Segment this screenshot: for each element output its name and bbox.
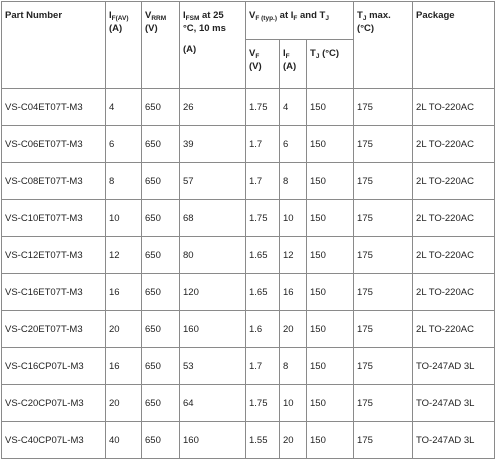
table-row bbox=[2, 422, 495, 459]
cell-vrrm: 650 bbox=[142, 237, 180, 274]
cell-if: 20 bbox=[280, 422, 307, 459]
cell-ifsm: 160 bbox=[180, 422, 246, 459]
cell-part-number: VS-C04ET07T-M3 bbox=[2, 89, 106, 126]
cell-tj: 150 bbox=[307, 274, 354, 311]
cell-if-av: 10 bbox=[106, 200, 142, 237]
cell-if: 10 bbox=[280, 385, 307, 422]
cell-tj: 150 bbox=[307, 200, 354, 237]
cell-vrrm: 650 bbox=[142, 348, 180, 385]
cell-tj: 150 bbox=[307, 163, 354, 200]
table-row bbox=[2, 385, 495, 422]
cell-if-av: 40 bbox=[106, 422, 142, 459]
cell-ifsm: 26 bbox=[180, 89, 246, 126]
cell-package: 2L TO-220AC bbox=[413, 126, 495, 163]
header-tj: $T_J$ (°C) bbox=[307, 40, 354, 89]
cell-package: 2L TO-220AC bbox=[413, 237, 495, 274]
header-part-number: Part Number bbox=[2, 2, 106, 89]
cell-tj-max: 175 bbox=[354, 163, 413, 200]
header-if-av: $I_{F(AV)}$ (A) bbox=[106, 2, 142, 89]
cell-part-number: VS-C08ET07T-M3 bbox=[2, 163, 106, 200]
cell-vrrm: 650 bbox=[142, 163, 180, 200]
cell-if: 8 bbox=[280, 163, 307, 200]
cell-ifsm: 80 bbox=[180, 237, 246, 274]
cell-package: 2L TO-220AC bbox=[413, 200, 495, 237]
cell-package: 2L TO-220AC bbox=[413, 89, 495, 126]
cell-tj-max: 175 bbox=[354, 348, 413, 385]
cell-if: 20 bbox=[280, 311, 307, 348]
header-if: $I_F$ (A) bbox=[280, 40, 307, 89]
cell-if-av: 20 bbox=[106, 311, 142, 348]
cell-part-number: VS-C40CP07L-M3 bbox=[2, 422, 106, 459]
cell-if-av: 16 bbox=[106, 348, 142, 385]
spec-table-body bbox=[2, 89, 495, 459]
cell-tj-max: 175 bbox=[354, 200, 413, 237]
header-row bbox=[2, 2, 495, 40]
cell-tj: 150 bbox=[307, 89, 354, 126]
cell-if-av: 4 bbox=[106, 89, 142, 126]
cell-if-av: 6 bbox=[106, 126, 142, 163]
cell-part-number: VS-C20CP07L-M3 bbox=[2, 385, 106, 422]
cell-ifsm: 68 bbox=[180, 200, 246, 237]
cell-ifsm: 39 bbox=[180, 126, 246, 163]
table-row bbox=[2, 163, 495, 200]
cell-package: 2L TO-220AC bbox=[413, 274, 495, 311]
cell-vf: 1.55 bbox=[246, 422, 280, 459]
cell-tj: 150 bbox=[307, 311, 354, 348]
header-vf: $V_F$ (V) bbox=[246, 40, 280, 89]
cell-tj: 150 bbox=[307, 385, 354, 422]
cell-vf: 1.65 bbox=[246, 274, 280, 311]
cell-vrrm: 650 bbox=[142, 311, 180, 348]
cell-vrrm: 650 bbox=[142, 274, 180, 311]
cell-vrrm: 650 bbox=[142, 422, 180, 459]
cell-tj: 150 bbox=[307, 422, 354, 459]
cell-part-number: VS-C06ET07T-M3 bbox=[2, 126, 106, 163]
table-row bbox=[2, 274, 495, 311]
cell-if: 10 bbox=[280, 200, 307, 237]
cell-ifsm: 160 bbox=[180, 311, 246, 348]
cell-tj: 150 bbox=[307, 126, 354, 163]
cell-package: 2L TO-220AC bbox=[413, 163, 495, 200]
cell-package: TO-247AD 3L bbox=[413, 422, 495, 459]
cell-ifsm: 53 bbox=[180, 348, 246, 385]
cell-tj-max: 175 bbox=[354, 422, 413, 459]
cell-if-av: 20 bbox=[106, 385, 142, 422]
cell-package: TO-247AD 3L bbox=[413, 385, 495, 422]
table-row bbox=[2, 237, 495, 274]
cell-tj-max: 175 bbox=[354, 311, 413, 348]
table-row bbox=[2, 89, 495, 126]
cell-vf: 1.65 bbox=[246, 237, 280, 274]
cell-vrrm: 650 bbox=[142, 89, 180, 126]
table-row bbox=[2, 126, 495, 163]
header-package: Package bbox=[413, 2, 495, 89]
cell-ifsm: 57 bbox=[180, 163, 246, 200]
cell-vf: 1.7 bbox=[246, 126, 280, 163]
cell-tj-max: 175 bbox=[354, 126, 413, 163]
cell-package: TO-247AD 3L bbox=[413, 348, 495, 385]
cell-tj-max: 175 bbox=[354, 89, 413, 126]
cell-vrrm: 650 bbox=[142, 200, 180, 237]
cell-vf: 1.7 bbox=[246, 163, 280, 200]
cell-package: 2L TO-220AC bbox=[413, 311, 495, 348]
cell-part-number: VS-C16CP07L-M3 bbox=[2, 348, 106, 385]
cell-vf: 1.7 bbox=[246, 348, 280, 385]
table-row bbox=[2, 311, 495, 348]
cell-vrrm: 650 bbox=[142, 126, 180, 163]
cell-vrrm: 650 bbox=[142, 385, 180, 422]
cell-part-number: VS-C10ET07T-M3 bbox=[2, 200, 106, 237]
cell-if: 4 bbox=[280, 89, 307, 126]
diode-spec-table bbox=[1, 1, 495, 459]
header-tj-max: $T_J$ max. (°C) bbox=[354, 2, 413, 89]
cell-if-av: 12 bbox=[106, 237, 142, 274]
header-vrrm: $V_{RRM}$ (V) bbox=[142, 2, 180, 89]
cell-if-av: 16 bbox=[106, 274, 142, 311]
cell-tj-max: 175 bbox=[354, 274, 413, 311]
header-ifsm: $I_{FSM}$ at 25 °C, 10 ms (A) bbox=[180, 2, 246, 89]
cell-part-number: VS-C16ET07T-M3 bbox=[2, 274, 106, 311]
cell-tj: 150 bbox=[307, 348, 354, 385]
cell-vf: 1.75 bbox=[246, 89, 280, 126]
cell-ifsm: 64 bbox=[180, 385, 246, 422]
cell-vf: 1.6 bbox=[246, 311, 280, 348]
table-row bbox=[2, 200, 495, 237]
cell-vf: 1.75 bbox=[246, 200, 280, 237]
cell-if-av: 8 bbox=[106, 163, 142, 200]
cell-if: 12 bbox=[280, 237, 307, 274]
cell-ifsm: 120 bbox=[180, 274, 246, 311]
cell-tj-max: 175 bbox=[354, 385, 413, 422]
cell-part-number: VS-C20ET07T-M3 bbox=[2, 311, 106, 348]
cell-vf: 1.75 bbox=[246, 385, 280, 422]
table-row bbox=[2, 348, 495, 385]
cell-part-number: VS-C12ET07T-M3 bbox=[2, 237, 106, 274]
cell-tj: 150 bbox=[307, 237, 354, 274]
cell-tj-max: 175 bbox=[354, 237, 413, 274]
cell-if: 16 bbox=[280, 274, 307, 311]
header-vf-group: $V_{F (typ.)}$ at $I_F$ and $T_J$ bbox=[246, 2, 354, 40]
cell-if: 6 bbox=[280, 126, 307, 163]
cell-if: 8 bbox=[280, 348, 307, 385]
